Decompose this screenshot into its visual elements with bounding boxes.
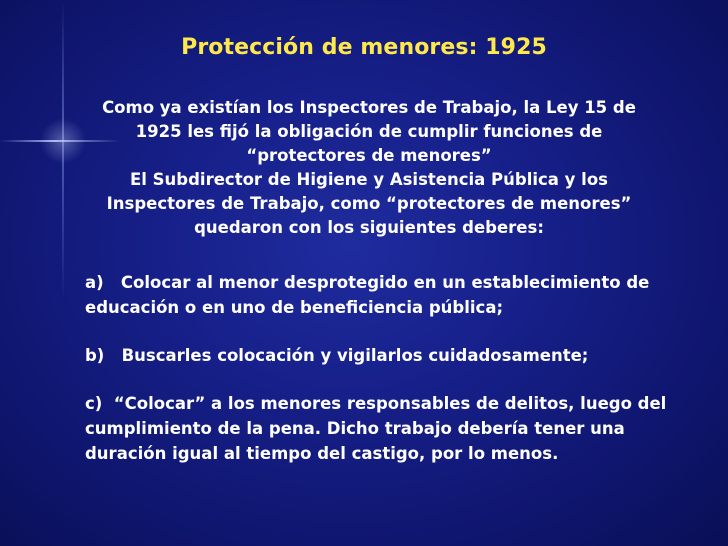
duties-list <box>85 270 673 489</box>
duty-item-a: a) Colocar al menor desprotegido en un establecimiento de educación o en uno de beneficiencia pública; <box>85 273 656 317</box>
intro-paragraph-duties: El Subdirector de Higiene y Asistencia Pública y los Inspectores de Trabajo, como “protectores de menores” quedaron con los siguientes deberes: <box>106 170 632 237</box>
duty-item-b: b) Buscarles colocación y vigilarlos cuidadosamente; <box>85 346 589 365</box>
intro-paragraph-law: Como ya existían los Inspectores de Trabajo, la Ley 15 de 1925 les fijó la obligación de cumplir funciones de “protectores de menores” <box>102 98 636 165</box>
duty-item-c: c) “Colocar” a los menores responsables de delitos, luego del cumplimiento de la pena. Dicho trabajo debería tener una duración igual al tiempo del castigo, por lo menos. <box>85 394 673 463</box>
slide-title: Protección de menores: 1925 <box>181 35 547 60</box>
intro-text <box>80 96 658 240</box>
